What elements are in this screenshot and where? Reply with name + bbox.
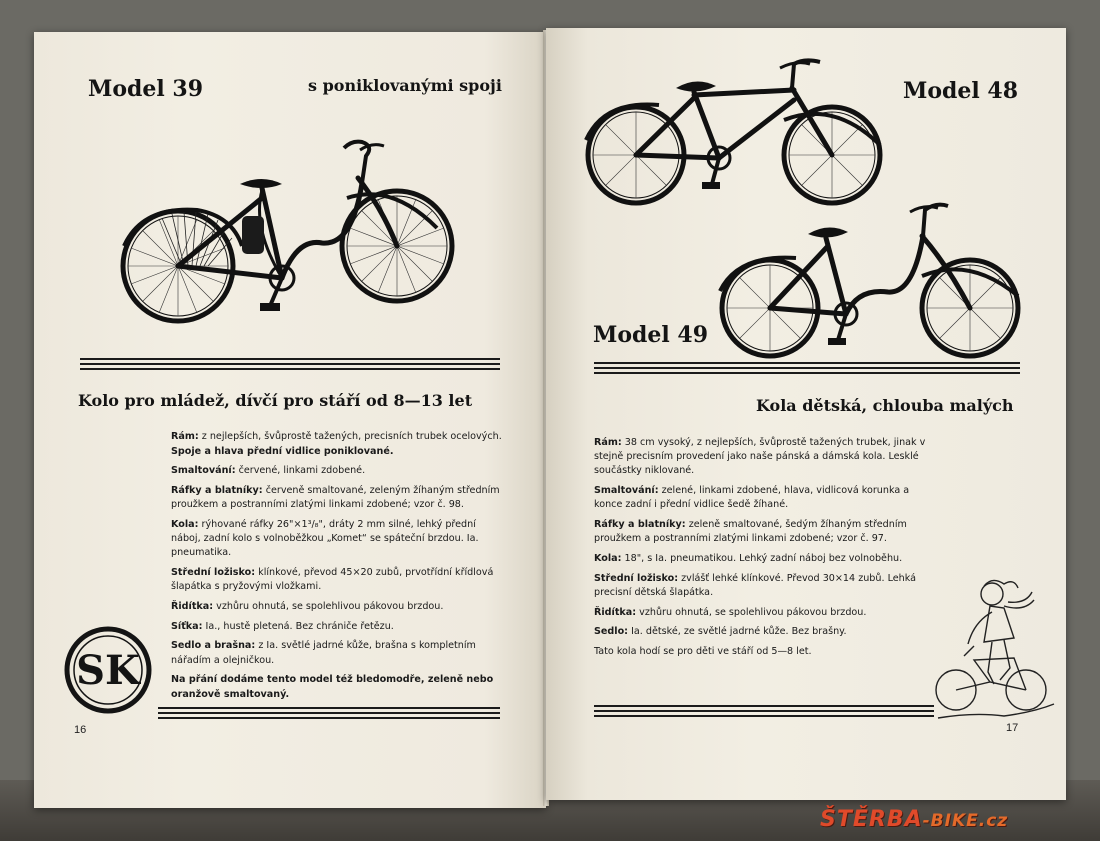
left-page — [34, 32, 546, 808]
page-number-right: 17 — [1006, 722, 1019, 734]
spec-frame: Rám: z nejlepších, švůprostě tažených, precisních trubek ocelových. — [171, 431, 502, 442]
sterba-bike-watermark: ŠTĚRBA-BIKE.cz — [820, 807, 1009, 832]
spec-handlebar: Řidítka: vzhůru ohnutá, se spolehlivou pákovou brzdou. — [171, 601, 444, 613]
svg-text:SK: SK — [76, 647, 140, 694]
spec-net: Síťka: Ia., hustě pletená. Bez chrániče řetězu. — [171, 620, 394, 632]
divider-rule-top — [80, 358, 500, 371]
model-39-headline: Kolo pro mládež, dívčí pro stáří od 8—13 let — [78, 391, 473, 410]
spec-handlebar-right: Řidítka: vzhůru ohnutá, se spolehlivou pákovou brzdou. — [594, 606, 867, 618]
divider-rule-bottom — [158, 707, 500, 720]
bicycle-model-39-illustration — [122, 128, 467, 328]
model-49-title: Model 49 — [593, 322, 709, 348]
children-bikes-specs — [594, 436, 929, 665]
spec-bottom-bracket-right: Střední ložisko: zvlášť lehké klínkové. Převod 30×14 zubů. Lehká precisní dětská šlapátka. — [594, 572, 917, 598]
children-bikes-headline: Kola dětská, chlouba malých — [756, 396, 1014, 415]
spec-joints: Spoje a hlava přední vidlice poniklované. — [171, 445, 394, 457]
model-48-title: Model 48 — [903, 78, 1019, 104]
spec-enamel: Smaltování: červené, linkami zdobené. — [171, 465, 366, 477]
page-number-left: 16 — [74, 724, 87, 736]
divider-rule-bottom-right — [594, 705, 934, 718]
spec-wheels: Kola: rýhované ráfky 26"×1³/₈", dráty 2 mm silné, lehký přední náboj, zadní kolo s volnoběžkou „Komet“ se spáteční brzdou. Ia. pneumatika. — [171, 519, 479, 559]
spec-wheels-right: Kola: 18", s Ia. pneumatikou. Lehký zadní náboj bez volnoběhu. — [594, 552, 903, 564]
model-39-subtitle: s poniklovanými spoji — [308, 76, 502, 95]
spec-frame-right: Rám: 38 cm vysoký, z nejlepších, švůprostě tažených trubek, jinak v stejně precisním provedení jako naše pánská a dámská kola. Lesklé součástky niklované. — [594, 437, 926, 477]
spec-note: Na přání dodáme tento model též bledomodře, zeleně nebo oranžově smaltovaný. — [171, 674, 494, 700]
bicycle-model-48-illustration — [584, 50, 884, 210]
girl-on-bicycle-sketch — [934, 572, 1058, 722]
spec-saddle-right: Sedlo: Ia. dětské, ze světlé jadrné kůže. Bez brašny. — [594, 626, 847, 638]
model-39-specs — [171, 430, 507, 707]
sk-logo — [64, 624, 152, 716]
spec-age-note: Tato kola hodí se pro děti ve stáří od 5—8 let. — [594, 645, 812, 657]
divider-rule-top-right — [594, 362, 1020, 375]
spec-bottom-bracket: Střední ložisko: klínkové, převod 45×20 zubů, prvotřídní křídlová šlapátka s pryžovými vložkami. — [171, 567, 494, 593]
right-page — [546, 28, 1066, 800]
spec-saddle: Sedlo a brašna: z Ia. světlé jadrné kůže, brašna s kompletním nářadím a olejničkou. — [171, 640, 476, 666]
spec-enamel-right: Smaltování: zelené, linkami zdobené, hlava, vidlicová korunka a konce zadní i přední vidlice šedě žíhané. — [594, 485, 910, 511]
bicycle-model-49-illustration — [718, 196, 1028, 366]
model-39-title: Model 39 — [88, 76, 204, 102]
spec-rims: Ráfky a blatníky: červeně smaltované, zeleným žíhaným středním proužkem a postranními zlatými linkami zdobené; vzor č. 98. — [171, 485, 500, 511]
spec-rims-right: Ráfky a blatníky: zeleně smaltované, šedým žíhaným středním proužkem a postranními zlatými linkami zdobené; vzor č. 97. — [594, 519, 907, 545]
